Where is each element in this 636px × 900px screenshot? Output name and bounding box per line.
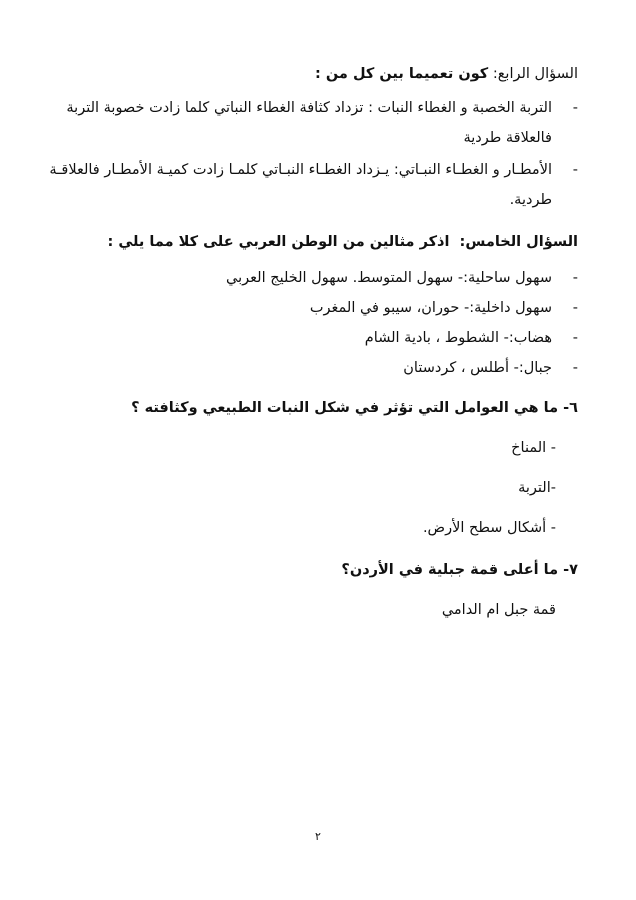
q5-heading-part-2: اذكر مثالين من الوطن العربي على كلا مما يلي : — [107, 234, 450, 250]
q7-heading: ٧- ما أعلى قمة جبلية في الأردن؟ — [341, 562, 578, 578]
q5-list-item-text: سهول ساحلية:- سهول المتوسط. سهول الخليج العربي — [226, 270, 552, 286]
q5-list-item — [58, 358, 578, 378]
q4-item-1 — [58, 98, 578, 118]
bullet-dash: - — [572, 360, 578, 376]
q4-item-1-line-1: التربة الخصبة و الغطاء النبات : تزداد كثافة الغطاء النباتي كلما زادت خصوبة التربة — [66, 100, 552, 116]
q6-answer: - أشكال سطح الأرض. — [422, 520, 556, 536]
q4-heading-prefix: السؤال الرابع: — [488, 66, 578, 82]
bullet-dash: - — [572, 300, 578, 316]
q7-answer: قمة جبل ام الدامي — [441, 602, 556, 618]
q5-list-item — [58, 298, 578, 318]
q4-heading-bold: كون تعميما بين كل من : — [315, 66, 489, 82]
q4-item-2-line-2: طردية. — [509, 192, 552, 208]
q4-item-1-line-2: فالعلاقة طردية — [463, 130, 552, 146]
page-number: ٢ — [315, 830, 321, 843]
q4-item-2-continued — [58, 190, 552, 210]
q4-item-2-line-1: الأمطـار و الغطـاء النبـاتي: يـزداد الغطـاء النبـاتي كلمـا زادت كميـة الأمطـار فالعلاقـة — [49, 162, 552, 178]
q4-item-2 — [49, 160, 578, 180]
q6-heading: ٦- ما هي العوامل التي تؤثر في شكل النبات الطبيعي وكثافته ؟ — [131, 400, 578, 416]
q5-list-item — [58, 268, 578, 288]
q5-list-item — [58, 328, 578, 348]
bullet-dash: - — [572, 330, 578, 346]
q5-heading — [58, 232, 578, 252]
q4-heading — [58, 64, 578, 84]
bullet-dash: - — [572, 162, 578, 178]
q5-list-item-text: سهول داخلية:- حوران، سيبو في المغرب — [309, 300, 552, 316]
q5-list-item-text: هضاب:- الشطوط ، بادية الشام — [364, 330, 552, 346]
q5-list-item-text: جبال:- أطلس ، كردستان — [403, 360, 552, 376]
bullet-dash: - — [572, 270, 578, 286]
q4-item-1-continued — [58, 128, 552, 148]
q6-answer: -التربة — [518, 480, 556, 496]
q5-heading-part-1: السؤال الخامس: — [459, 234, 578, 250]
bullet-dash: - — [572, 100, 578, 116]
q6-answer: - المناخ — [511, 440, 556, 456]
